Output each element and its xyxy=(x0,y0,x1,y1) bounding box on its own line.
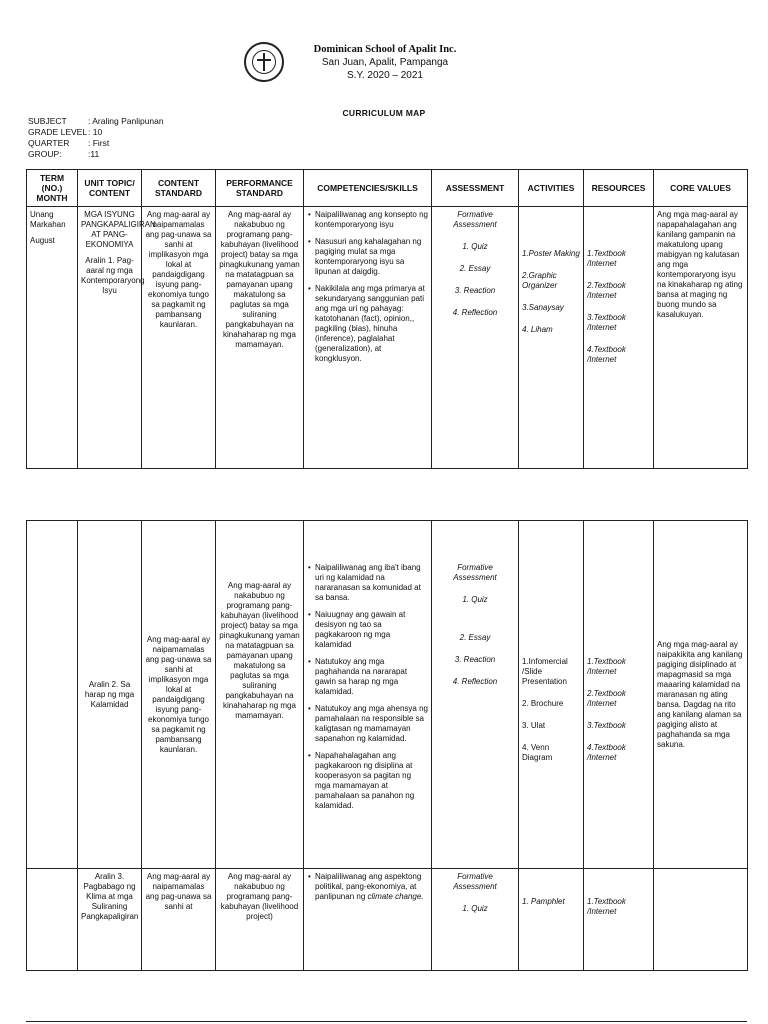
list-item: • Naipaliliwanag ang aspektong politikal, pang-ekonomiya, at panlipunan ng climate change. xyxy=(315,872,428,902)
curriculum-table-2 xyxy=(26,520,748,971)
competencies-cell xyxy=(304,521,432,869)
performance-standard-cell: Ang mag-aaral ay nakabubuo ng programang pang-kabuhayan (livelihood project) batay sa mga pinagkukunang yaman na matatagpuan sa pamayanan upang makatulong sa paglutas sa mga suliraning pangkabuhayan na kinahaharap ng mga mamamayan. xyxy=(216,521,304,869)
school-year: S.Y. 2020 – 2021 xyxy=(347,70,423,81)
col-assessment: ASSESSMENT xyxy=(432,170,519,207)
activities-cell: 1. Pamphlet xyxy=(519,869,584,971)
content-standard-cell: Ang mag-aaral ay naipamamalas ang pag-unawa sa sanhi at xyxy=(142,869,216,971)
activities-cell: 1.Infomercial /Slide Presentation 2. Brochure 3. Ulat 4. Venn Diagram xyxy=(519,521,584,869)
competencies-cell xyxy=(304,207,432,469)
term-cell xyxy=(27,869,78,971)
table-row xyxy=(27,207,748,469)
col-core-values: CORE VALUES xyxy=(654,170,748,207)
performance-standard-cell: Ang mag-aaral ay nakabubuo ng programang pang-kabuhayan (livelihood project) xyxy=(216,869,304,971)
term-cell: Unang Markahan August xyxy=(27,207,78,469)
list-item: • Nakikilala ang mga primarya at sekundaryang sanggunian pati ang mga uri ng pahayag: katotohanan (fact), opinion,, pagkiling (bias), hinuha (inference), paglalahat (generalization), at kongklusyon. xyxy=(315,284,428,364)
assessment-cell: Formative Assessment 1. Quiz 2. Essay 3. Reaction 4. Reflection xyxy=(432,521,519,869)
meta-quarter: QUARTER : First xyxy=(28,138,110,148)
col-term: TERM (NO.) MONTH xyxy=(27,170,78,207)
meta-group: GROUP: :11 xyxy=(28,149,100,159)
table-row xyxy=(27,521,748,869)
list-item: • Naiuugnay ang gawain at desisyon ng tao sa pagkakaroon ng mga kalamidad xyxy=(315,610,428,650)
table-header-row xyxy=(27,170,748,207)
term-cell xyxy=(27,521,78,869)
school-address: San Juan, Apalit, Pampanga xyxy=(321,57,449,68)
resources-cell: 1.Textbook /Internet 2.Textbook /Internet 3.Textbook 4.Textbook /Internet xyxy=(584,521,654,869)
course-meta xyxy=(28,116,164,160)
col-resources: RESOURCES xyxy=(584,170,654,207)
col-competencies: COMPETENCIES/SKILLS xyxy=(304,170,432,207)
competencies-cell xyxy=(304,869,432,971)
list-item: • Naipaliliwanag ang iba't ibang uri ng kalamidad na nararanasan sa komunidad at sa bansa. xyxy=(315,563,428,603)
performance-standard-cell: Ang mag-aaral ay nakabubuo ng programang pang-kabuhayan (livelihood project) batay sa mga pinagkukunang yaman na matatagpuan sa pamayanan upang makatulong sa paglutas sa mga suliraning pangkabuhayan na kinahaharap ng mga mamamayan. xyxy=(216,207,304,469)
list-item: • Nasusuri ang kahalagahan ng pagiging mulat sa mga kontemporaryong isyu sa lipunan at daigdig. xyxy=(315,237,428,277)
core-values-cell: Ang mga mag-aaral ay naipakikita ang kanilang pagiging disiplinado at mapagmasid sa mga maaaring kalamidad na maranasan ng ating bansa. Dagdag na rito ang kanilang alaman sa pagiging alisto at paghahanda sa mga sakuna. xyxy=(654,521,748,869)
page-divider xyxy=(26,1021,747,1022)
table-row xyxy=(27,869,748,971)
content-standard-cell: Ang mag-aaral ay naipamamalas ang pag-unawa sa sanhi at implikasyon mga lokal at pandaigdigang isyung pang-ekonomiya tungo sa pagkamit ng pambansang kaunlaran. xyxy=(142,207,216,469)
col-content-standard: CONTENT STANDARD xyxy=(142,170,216,207)
resources-cell: 1.Textbook /Internet xyxy=(584,869,654,971)
content-standard-cell: Ang mag-aaral ay naipamamalas ang pag-unawa sa sanhi at implikasyon mga lokal at pandaigdigang isyung pang-ekonomiya tungo sa pagkamit ng pambansang kaunlaran. xyxy=(142,521,216,869)
list-item: • Naipaliliwanag ang konsepto ng kontemporaryong isyu xyxy=(315,210,428,230)
col-activities: ACTIVITIES xyxy=(519,170,584,207)
meta-grade-level: GRADE LEVEL : 10 xyxy=(28,127,103,137)
assessment-cell: Formative Assessment 1. Quiz 2. Essay 3. Reaction 4. Reflection xyxy=(432,207,519,469)
curriculum-table-1 xyxy=(26,169,748,469)
list-item: • Natutukoy ang mga ahensya ng pamahalaan na responsible sa kaligtasan ng mamamayan sapanahon ng kalamidad. xyxy=(315,704,428,744)
col-unit: UNIT TOPIC/ CONTENT xyxy=(78,170,142,207)
core-values-cell xyxy=(654,869,748,971)
resources-cell: 1.Textbook /Internet 2.Textbook /Internet 3.Textbook /Internet 4.Textbook /Internet xyxy=(584,207,654,469)
school-name: Dominican School of Apalit Inc. xyxy=(313,44,457,55)
unit-cell: MGA ISYUNG PANGKAPALIGIRAN AT PANG-EKONOMIYA Aralin 1. Pag-aaral ng mga Kontemporaryong Isyu xyxy=(78,207,142,469)
page-title: CURRICULUM MAP xyxy=(342,108,426,118)
school-seal-icon xyxy=(244,42,284,82)
document-header xyxy=(0,40,768,90)
core-values-cell: Ang mga mag-aaral ay napapahalagahan ang kanilang gampanin na makatulong upang mabigyan ng kalutasan ang mga kontemporaryong isyu na kinakaharap ng ating bansa at maging ng buong mundo sa kasalukuyan. xyxy=(654,207,748,469)
list-item: • Napahahalagahan ang pagkakaroon ng disiplina at kooperasyon sa pagitan ng mga mamamayan at pamahalaan sa panahon ng kalamidad. xyxy=(315,751,428,811)
list-item: • Natutukoy ang mga paghahanda na nararapat gawin sa harap ng mga kalamidad. xyxy=(315,657,428,697)
unit-cell: Aralin 2. Sa harap ng mga Kalamidad xyxy=(78,521,142,869)
unit-cell: Aralin 3. Pagbabago ng Klima at mga Suliraning Pangkapaligiran xyxy=(78,869,142,971)
assessment-cell: Formative Assessment 1. Quiz xyxy=(432,869,519,971)
activities-cell: 1.Poster Making 2.Graphic Organizer 3.Sanaysay 4. Liham xyxy=(519,207,584,469)
col-performance-standard: PERFORMANCE STANDARD xyxy=(216,170,304,207)
meta-subject: SUBJECT : Araling Panlipunan xyxy=(28,116,164,126)
